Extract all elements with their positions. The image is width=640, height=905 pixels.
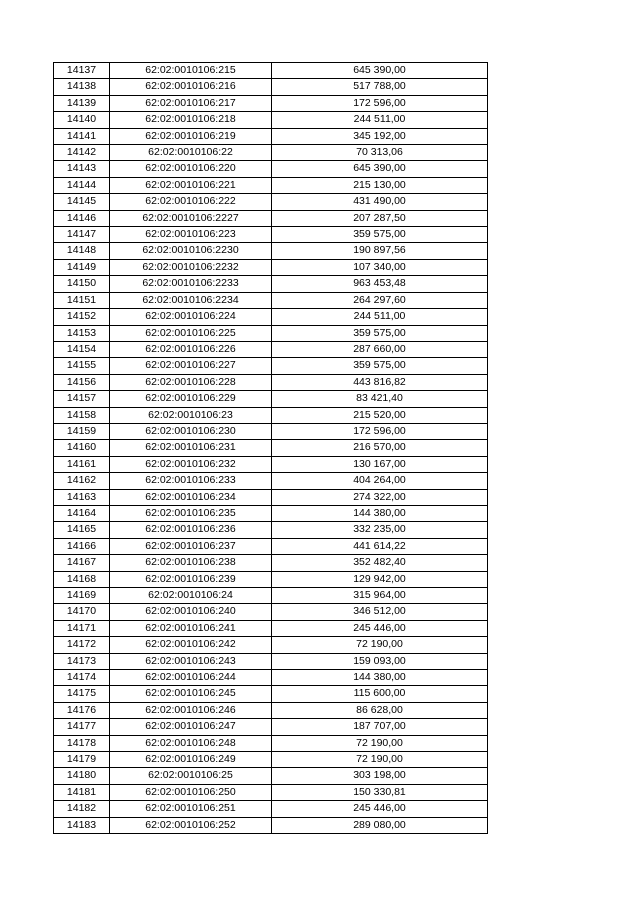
cadastral-number-cell: 62:02:0010106:242 (110, 637, 272, 653)
cadastral-value-cell: 150 330,81 (272, 784, 488, 800)
row-number-cell: 14155 (54, 358, 110, 374)
cadastral-value-cell: 207 287,50 (272, 210, 488, 226)
table-row (54, 440, 488, 456)
cadastral-number-cell: 62:02:0010106:237 (110, 538, 272, 554)
cadastral-value-cell: 72 190,00 (272, 637, 488, 653)
cadastral-number-cell: 62:02:0010106:220 (110, 161, 272, 177)
cadastral-value-cell: 130 167,00 (272, 456, 488, 472)
cadastral-number-cell: 62:02:0010106:244 (110, 670, 272, 686)
table-row (54, 538, 488, 554)
table-row (54, 341, 488, 357)
cadastral-value-cell: 190 897,56 (272, 243, 488, 259)
cadastral-number-cell: 62:02:0010106:217 (110, 95, 272, 111)
row-number-cell: 14146 (54, 210, 110, 226)
cadastral-value-cell: 215 520,00 (272, 407, 488, 423)
cadastral-value-cell: 303 198,00 (272, 768, 488, 784)
cadastral-value-cell: 289 080,00 (272, 817, 488, 833)
cadastral-value-cell: 115 600,00 (272, 686, 488, 702)
cadastral-number-cell: 62:02:0010106:219 (110, 128, 272, 144)
cadastral-number-cell: 62:02:0010106:251 (110, 801, 272, 817)
row-number-cell: 14151 (54, 292, 110, 308)
cadastral-value-cell: 107 340,00 (272, 259, 488, 275)
table-row (54, 407, 488, 423)
cadastral-number-cell: 62:02:0010106:234 (110, 489, 272, 505)
cadastral-number-cell: 62:02:0010106:236 (110, 522, 272, 538)
cadastral-number-cell: 62:02:0010106:23 (110, 407, 272, 423)
row-number-cell: 14138 (54, 79, 110, 95)
row-number-cell: 14158 (54, 407, 110, 423)
table-row (54, 259, 488, 275)
row-number-cell: 14175 (54, 686, 110, 702)
cadastral-value-cell: 315 964,00 (272, 588, 488, 604)
cadastral-value-cell: 645 390,00 (272, 63, 488, 79)
table-row (54, 423, 488, 439)
cadastral-value-cell: 172 596,00 (272, 95, 488, 111)
table-row (54, 702, 488, 718)
table-row (54, 670, 488, 686)
cadastral-value-cell: 431 490,00 (272, 194, 488, 210)
cadastral-value-cell: 332 235,00 (272, 522, 488, 538)
cadastral-value-cell: 404 264,00 (272, 473, 488, 489)
table-row (54, 95, 488, 111)
cadastral-number-cell: 62:02:0010106:22 (110, 145, 272, 161)
table-row (54, 210, 488, 226)
row-number-cell: 14167 (54, 555, 110, 571)
cadastral-value-cell: 129 942,00 (272, 571, 488, 587)
cadastral-number-cell: 62:02:0010106:221 (110, 177, 272, 193)
cadastral-value-cell: 144 380,00 (272, 505, 488, 521)
row-number-cell: 14162 (54, 473, 110, 489)
table-row (54, 243, 488, 259)
cadastral-value-cell: 352 482,40 (272, 555, 488, 571)
row-number-cell: 14180 (54, 768, 110, 784)
cadastral-number-cell: 62:02:0010106:2232 (110, 259, 272, 275)
cadastral-number-cell: 62:02:0010106:247 (110, 719, 272, 735)
table-row (54, 456, 488, 472)
cadastral-value-cell: 187 707,00 (272, 719, 488, 735)
row-number-cell: 14160 (54, 440, 110, 456)
cadastral-number-cell: 62:02:0010106:222 (110, 194, 272, 210)
row-number-cell: 14137 (54, 63, 110, 79)
cadastral-number-cell: 62:02:0010106:25 (110, 768, 272, 784)
cadastral-number-cell: 62:02:0010106:223 (110, 227, 272, 243)
row-number-cell: 14182 (54, 801, 110, 817)
row-number-cell: 14172 (54, 637, 110, 653)
row-number-cell: 14164 (54, 505, 110, 521)
cadastral-number-cell: 62:02:0010106:24 (110, 588, 272, 604)
row-number-cell: 14161 (54, 456, 110, 472)
cadastral-number-cell: 62:02:0010106:224 (110, 309, 272, 325)
table-row (54, 112, 488, 128)
row-number-cell: 14181 (54, 784, 110, 800)
row-number-cell: 14174 (54, 670, 110, 686)
table-row (54, 522, 488, 538)
cadastral-value-cell: 86 628,00 (272, 702, 488, 718)
cadastral-number-cell: 62:02:0010106:241 (110, 620, 272, 636)
table-row (54, 391, 488, 407)
row-number-cell: 14183 (54, 817, 110, 833)
table-row (54, 719, 488, 735)
row-number-cell: 14139 (54, 95, 110, 111)
cadastral-number-cell: 62:02:0010106:215 (110, 63, 272, 79)
table-row (54, 79, 488, 95)
row-number-cell: 14168 (54, 571, 110, 587)
cadastral-value-cell: 359 575,00 (272, 325, 488, 341)
cadastral-value-cell: 216 570,00 (272, 440, 488, 456)
cadastral-value-cell: 963 453,48 (272, 276, 488, 292)
cadastral-number-cell: 62:02:0010106:228 (110, 374, 272, 390)
table-row (54, 637, 488, 653)
row-number-cell: 14166 (54, 538, 110, 554)
row-number-cell: 14148 (54, 243, 110, 259)
row-number-cell: 14163 (54, 489, 110, 505)
cadastral-value-cell: 144 380,00 (272, 670, 488, 686)
row-number-cell: 14141 (54, 128, 110, 144)
row-number-cell: 14159 (54, 423, 110, 439)
cadastral-value-cell: 72 190,00 (272, 735, 488, 751)
table-row (54, 194, 488, 210)
table-row (54, 571, 488, 587)
table-row (54, 292, 488, 308)
table-row (54, 161, 488, 177)
table-row (54, 555, 488, 571)
table-row (54, 784, 488, 800)
cadastral-number-cell: 62:02:0010106:227 (110, 358, 272, 374)
row-number-cell: 14171 (54, 620, 110, 636)
row-number-cell: 14145 (54, 194, 110, 210)
cadastral-value-cell: 159 093,00 (272, 653, 488, 669)
row-number-cell: 14165 (54, 522, 110, 538)
row-number-cell: 14154 (54, 341, 110, 357)
row-number-cell: 14176 (54, 702, 110, 718)
cadastral-value-cell: 244 511,00 (272, 309, 488, 325)
cadastral-value-cell: 359 575,00 (272, 227, 488, 243)
cadastral-value-cell: 264 297,60 (272, 292, 488, 308)
cadastral-value-cell: 245 446,00 (272, 620, 488, 636)
cadastral-number-cell: 62:02:0010106:2230 (110, 243, 272, 259)
table-row (54, 473, 488, 489)
cadastral-value-cell: 245 446,00 (272, 801, 488, 817)
table-row (54, 309, 488, 325)
table-row (54, 505, 488, 521)
table-row (54, 374, 488, 390)
cadastral-number-cell: 62:02:0010106:229 (110, 391, 272, 407)
cadastral-value-cell: 645 390,00 (272, 161, 488, 177)
table-row (54, 752, 488, 768)
row-number-cell: 14179 (54, 752, 110, 768)
cadastral-number-cell: 62:02:0010106:249 (110, 752, 272, 768)
cadastral-number-cell: 62:02:0010106:239 (110, 571, 272, 587)
cadastral-number-cell: 62:02:0010106:230 (110, 423, 272, 439)
row-number-cell: 14177 (54, 719, 110, 735)
cadastral-value-cell: 346 512,00 (272, 604, 488, 620)
cadastral-value-cell: 287 660,00 (272, 341, 488, 357)
table-row (54, 817, 488, 833)
cadastral-number-cell: 62:02:0010106:216 (110, 79, 272, 95)
cadastral-number-cell: 62:02:0010106:2234 (110, 292, 272, 308)
cadastral-value-cell: 83 421,40 (272, 391, 488, 407)
table-row (54, 768, 488, 784)
cadastral-number-cell: 62:02:0010106:245 (110, 686, 272, 702)
cadastral-number-cell: 62:02:0010106:225 (110, 325, 272, 341)
cadastral-value-cell: 517 788,00 (272, 79, 488, 95)
cadastral-value-table (53, 62, 488, 834)
cadastral-value-cell: 244 511,00 (272, 112, 488, 128)
table-body (54, 63, 488, 834)
row-number-cell: 14169 (54, 588, 110, 604)
cadastral-number-cell: 62:02:0010106:250 (110, 784, 272, 800)
cadastral-value-cell: 274 322,00 (272, 489, 488, 505)
table-row (54, 325, 488, 341)
row-number-cell: 14143 (54, 161, 110, 177)
cadastral-value-cell: 359 575,00 (272, 358, 488, 374)
cadastral-number-cell: 62:02:0010106:231 (110, 440, 272, 456)
row-number-cell: 14149 (54, 259, 110, 275)
cadastral-value-cell: 345 192,00 (272, 128, 488, 144)
row-number-cell: 14142 (54, 145, 110, 161)
cadastral-number-cell: 62:02:0010106:248 (110, 735, 272, 751)
row-number-cell: 14144 (54, 177, 110, 193)
cadastral-number-cell: 62:02:0010106:252 (110, 817, 272, 833)
cadastral-value-cell: 72 190,00 (272, 752, 488, 768)
row-number-cell: 14170 (54, 604, 110, 620)
cadastral-number-cell: 62:02:0010106:218 (110, 112, 272, 128)
cadastral-number-cell: 62:02:0010106:226 (110, 341, 272, 357)
cadastral-number-cell: 62:02:0010106:235 (110, 505, 272, 521)
row-number-cell: 14150 (54, 276, 110, 292)
cadastral-value-cell: 443 816,82 (272, 374, 488, 390)
table-row (54, 63, 488, 79)
cadastral-value-cell: 441 614,22 (272, 538, 488, 554)
cadastral-number-cell: 62:02:0010106:232 (110, 456, 272, 472)
row-number-cell: 14147 (54, 227, 110, 243)
row-number-cell: 14178 (54, 735, 110, 751)
row-number-cell: 14156 (54, 374, 110, 390)
table-row (54, 177, 488, 193)
row-number-cell: 14153 (54, 325, 110, 341)
cadastral-number-cell: 62:02:0010106:240 (110, 604, 272, 620)
cadastral-value-cell: 215 130,00 (272, 177, 488, 193)
table-row (54, 620, 488, 636)
table-row (54, 801, 488, 817)
cadastral-number-cell: 62:02:0010106:238 (110, 555, 272, 571)
row-number-cell: 14173 (54, 653, 110, 669)
table-row (54, 735, 488, 751)
row-number-cell: 14157 (54, 391, 110, 407)
table-row (54, 588, 488, 604)
cadastral-number-cell: 62:02:0010106:243 (110, 653, 272, 669)
cadastral-value-cell: 70 313,06 (272, 145, 488, 161)
table-row (54, 227, 488, 243)
table-row (54, 686, 488, 702)
table-row (54, 653, 488, 669)
row-number-cell: 14140 (54, 112, 110, 128)
cadastral-value-cell: 172 596,00 (272, 423, 488, 439)
row-number-cell: 14152 (54, 309, 110, 325)
table-row (54, 276, 488, 292)
table-row (54, 145, 488, 161)
cadastral-number-cell: 62:02:0010106:2227 (110, 210, 272, 226)
table-row (54, 358, 488, 374)
table-row (54, 128, 488, 144)
cadastral-number-cell: 62:02:0010106:246 (110, 702, 272, 718)
table-row (54, 489, 488, 505)
table-row (54, 604, 488, 620)
cadastral-number-cell: 62:02:0010106:2233 (110, 276, 272, 292)
cadastral-number-cell: 62:02:0010106:233 (110, 473, 272, 489)
